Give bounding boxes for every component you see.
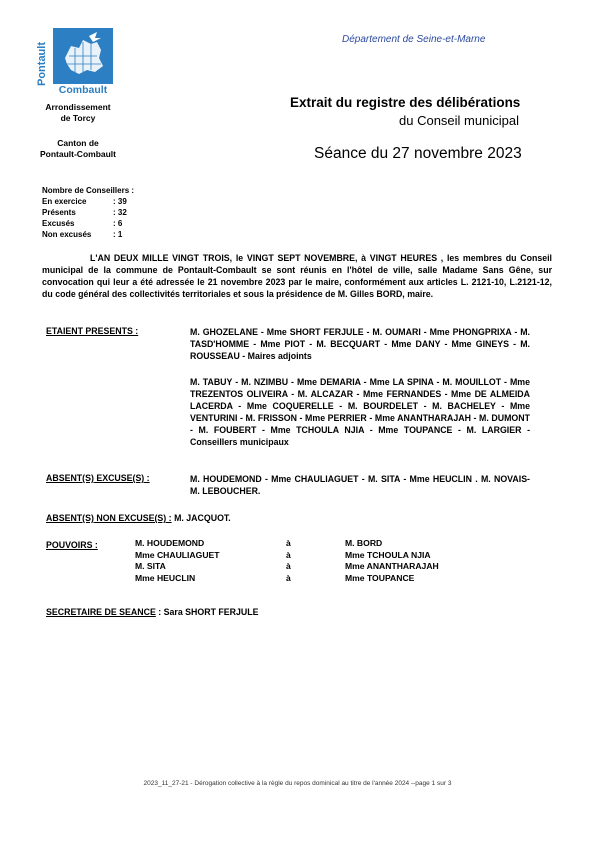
arrondissement-line-1: Arrondissement (45, 102, 111, 112)
pouvoir-from: Mme CHAULIAGUET (135, 549, 220, 560)
non-excuses-text: M. JACQUOT. (174, 513, 231, 523)
stats-row (42, 218, 134, 229)
stats-label: Excusés (42, 219, 75, 228)
stats-row (42, 196, 134, 207)
adjoints-list: M. GHOZELANE - Mme SHORT FERJULE - M. OUMARI - Mme PHONGPRIXA - M. TASD'HOMME - Mme PIOT - M. BECQUART - Mme DANY - Mme GINEYS - M. ROUSSEAU - Maires adjoints (190, 327, 530, 361)
pouvoir-from: Mme HEUCLIN (135, 572, 196, 583)
stats-value: : 6 (113, 219, 123, 228)
stats-value: : 1 (113, 230, 123, 239)
councillor-stats (42, 185, 134, 240)
canton-line-1: Canton de (57, 138, 99, 148)
canton-block (26, 138, 130, 160)
logo-bottom-text: Combault (58, 84, 108, 96)
pouvoir-from: M. HOUDEMOND (135, 538, 205, 548)
stats-label: Présents (42, 208, 76, 217)
stats-row (42, 207, 134, 218)
excuses-list: M. HOUDEMOND - Mme CHAULIAGUET - M. SITA - Mme HEUCLIN . M. NOVAIS- M. LEBOUCHER. (190, 474, 530, 496)
pouvoir-to: Mme TCHOULA NJIA (345, 549, 431, 560)
page-footer: 2023_11_27-21 - Dérogation collective à la règle du repos dominical au titre de l'année 2024 --page 1 sur 3 (143, 780, 452, 787)
arrondissement-line-2: de Torcy (60, 113, 96, 123)
stats-value: : 32 (113, 208, 127, 217)
pouvoirs-to-column (345, 538, 439, 584)
pouvoirs-sep-column (286, 538, 291, 584)
non-excuses-label: ABSENT(S) NON EXCUSE(S) : (46, 513, 172, 523)
pouvoir-from: M. SITA (135, 561, 166, 571)
secretaire-row (46, 607, 259, 617)
stats-title: Nombre de Conseillers : (42, 186, 135, 195)
pouvoir-sep: à (286, 538, 291, 548)
logo-vertical-text: Pontault (36, 42, 48, 86)
non-excuses-row (46, 513, 231, 523)
conseillers-list: M. TABUY - M. NZIMBU - Mme DEMARIA - Mme LA SPINA - M. MOUILLOT - Mme TREZENTOS OLIVEIRA - M. ALCAZAR - Mme FERNANDES - Mme DE ALMEIDA LACERDA - Mme COQUERELLE - M. BOURDELET - M. BACHELEY - Mme VENTURINI - M. FRISSON - Mme PERRIER - Mme ANANTHARAJAH - M. DUMONT - M. FOUBERT - Mme TCHOULA NJIA - Mme TOUPANCE - M. LARGIER - Conseillers municipaux (190, 377, 530, 447)
pouvoir-to: Mme ANANTHARAJAH (345, 561, 439, 571)
document-subtitle: du Conseil municipal (399, 113, 519, 128)
department-name: Département de Seine-et-Marne (342, 34, 486, 45)
logo-emblem (53, 28, 113, 84)
presents-label: ETAIENT PRESENTS : (46, 326, 139, 336)
pouvoir-sep: à (286, 561, 291, 571)
stats-value: : 39 (113, 197, 127, 206)
secretaire-label: SECRETAIRE DE SEANCE (46, 607, 156, 617)
stats-label: Non excusés (42, 230, 92, 239)
pouvoirs-label: POUVOIRS : (46, 540, 98, 550)
stats-row (42, 229, 134, 240)
pouvoir-sep: à (286, 549, 291, 560)
intro-paragraph (42, 252, 552, 300)
city-map-icon (53, 28, 113, 84)
document-title: Extrait du registre des délibérations (290, 95, 521, 110)
pouvoirs-from-column (135, 538, 220, 584)
pouvoir-to: M. BORD (345, 538, 383, 548)
arrondissement-block (36, 102, 120, 124)
city-logo (36, 28, 122, 100)
stats-label: En exercice (42, 197, 87, 206)
secretaire-text: : Sara SHORT FERJULE (158, 607, 259, 617)
intro-text: L'AN DEUX MILLE VINGT TROIS, le VINGT SEPT NOVEMBRE, à VINGT HEURES , les membres du Conseil municipal de la commune de Pontault-Combault se sont réunis en l'hôtel de ville, salle Madame Sans Gêne, sur convocation qui leur a été adressée le 21 novembre 2023 par le maire, conformément aux articles L. 2121-10, L.2121-12, du code général des collectivités territoriales et sous la présidence de M. Gilles BORD, maire. (42, 253, 552, 299)
excuses-label: ABSENT(S) EXCUSE(S) : (46, 473, 150, 483)
canton-line-2: Pontault-Combault (39, 149, 117, 159)
pouvoir-to: Mme TOUPANCE (345, 572, 415, 583)
pouvoir-sep: à (286, 572, 291, 583)
session-date: Séance du 27 novembre 2023 (314, 145, 522, 162)
